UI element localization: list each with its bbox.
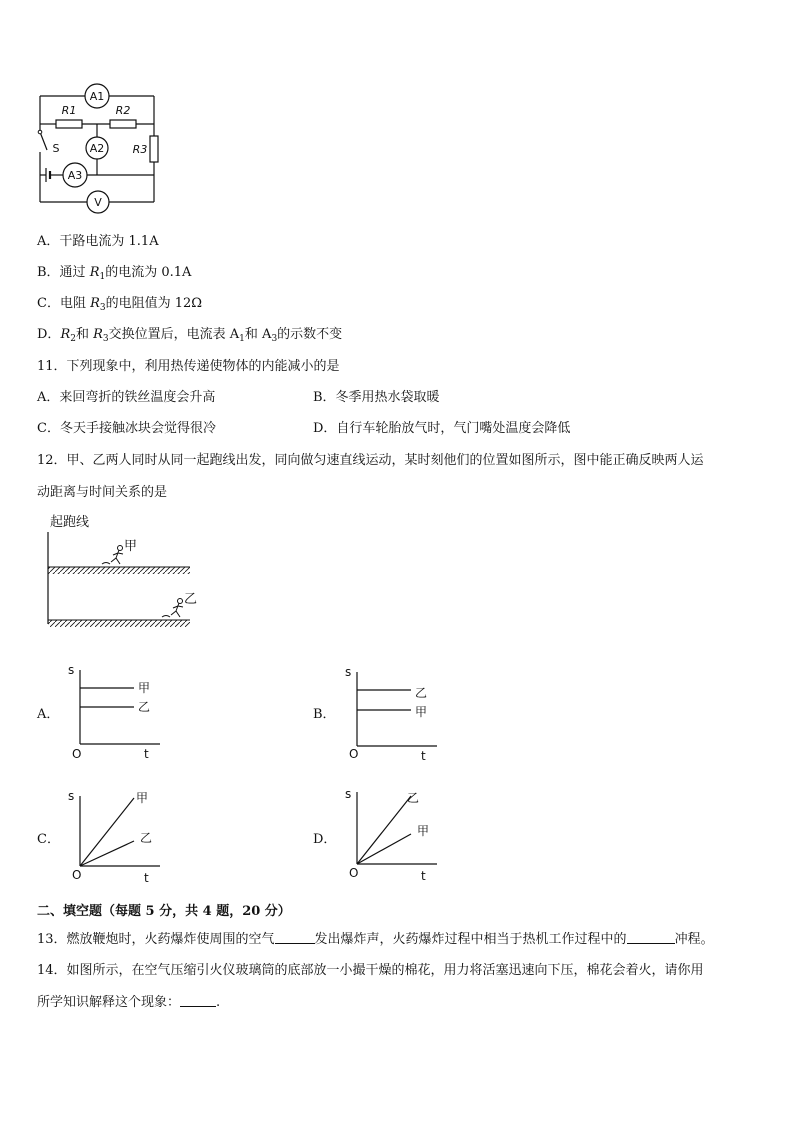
q11-option-b: B．冬季用热水袋取暖	[313, 390, 440, 405]
ammeter-a1-label: A1	[89, 90, 105, 103]
q12-stem-line2: 动距离与时间关系的是	[37, 485, 168, 500]
resistor-r3-label: R3	[132, 143, 148, 156]
graph-a-t-axis: t	[144, 747, 149, 761]
resistor-r1-label: R1	[61, 104, 77, 117]
graph-c-t-axis: t	[144, 871, 149, 885]
graph-b	[341, 662, 451, 767]
race-track-figure	[40, 512, 200, 637]
ammeter-a2-label: A2	[89, 142, 105, 155]
q10-option-a: A．干路电流为 1.1A	[37, 234, 159, 249]
q13-text: 13．燃放鞭炮时，火药爆炸使周围的空气 发出爆炸声，火药爆炸过程中相当于热机工作过程中的 冲程。	[37, 932, 714, 947]
start-line-label: 起跑线	[50, 515, 90, 530]
graph-a-origin: O	[72, 747, 82, 761]
graph-d-origin: O	[349, 866, 359, 880]
q11-option-a: A．来回弯折的铁丝温度会升高	[37, 390, 216, 405]
yi-label: 乙	[184, 592, 198, 607]
q12-option-a-label: A．	[37, 707, 60, 722]
section-2-title: 二、填空题（每题 5 分，共 4 题，20 分）	[37, 904, 291, 919]
voltmeter-label: V	[94, 196, 102, 209]
graph-b-upper-label: 乙	[415, 686, 428, 700]
graph-a-s-axis: s	[68, 663, 75, 677]
graph-c-lower-label: 乙	[140, 831, 153, 845]
graph-c-origin: O	[72, 868, 82, 882]
graph-b-lower-label: 甲	[415, 705, 428, 719]
circuit-diagram	[30, 80, 170, 220]
jia-label: 甲	[124, 539, 138, 554]
graph-a-upper-label: 甲	[138, 681, 151, 695]
q10-option-d: D．$R_2$和 $R_3$交换位置后，电流表 $A_1$和 $A_3$的示数不变	[37, 327, 343, 344]
graph-d-upper-label: 乙	[407, 791, 420, 805]
q14-blank[interactable]	[180, 995, 216, 1007]
graph-b-s-axis: s	[345, 665, 352, 679]
graph-d-t-axis: t	[421, 869, 426, 883]
q11-stem: 11．下列现象中，利用热传递使物体的内能减小的是	[37, 359, 340, 374]
q12-stem-line1: 12．甲、乙两人同时从同一起跑线出发，同向做匀速直线运动，某时刻他们的位置如图所示，图中能正确反映两人运	[37, 453, 704, 468]
graph-c	[64, 786, 174, 891]
q13-blank-2[interactable]	[627, 932, 675, 944]
graph-a-lower-label: 乙	[138, 700, 151, 714]
graph-d-s-axis: s	[345, 787, 352, 801]
resistor-r2-label: R2	[115, 104, 131, 117]
q12-option-b-label: B．	[313, 707, 336, 722]
graph-b-origin: O	[349, 747, 359, 761]
runner-jia-icon	[102, 546, 123, 565]
q10-option-c: C．电阻 $R_3$的电阻值为 12Ω	[37, 296, 203, 313]
graph-c-s-axis: s	[68, 789, 75, 803]
q12-option-d-label: D．	[313, 832, 337, 847]
graph-d	[341, 784, 451, 889]
q11-option-c: C．冬天手接触冰块会觉得很冷	[37, 421, 216, 436]
q14-line2: 所学知识解释这个现象： .	[37, 995, 221, 1010]
graph-b-t-axis: t	[421, 749, 426, 763]
q12-option-c-label: C．	[37, 832, 60, 847]
runner-yi-icon	[162, 599, 183, 618]
q14-line1: 14．如图所示，在空气压缩引火仪玻璃筒的底部放一小撮干燥的棉花，用力将活塞迅速向下压，棉花会着火，请你用	[37, 963, 704, 978]
switch-label: S	[52, 142, 60, 155]
q13-blank-1[interactable]	[275, 932, 315, 944]
ammeter-a3-label: A3	[67, 169, 83, 182]
graph-d-lower-label: 甲	[417, 824, 430, 838]
graph-c-upper-label: 甲	[136, 791, 149, 805]
q10-option-b: B．通过 $R_1$的电流为 0.1A	[37, 265, 192, 282]
q11-option-d: D．自行车轮胎放气时，气门嘴处温度会降低	[313, 421, 571, 436]
graph-a	[64, 660, 174, 765]
